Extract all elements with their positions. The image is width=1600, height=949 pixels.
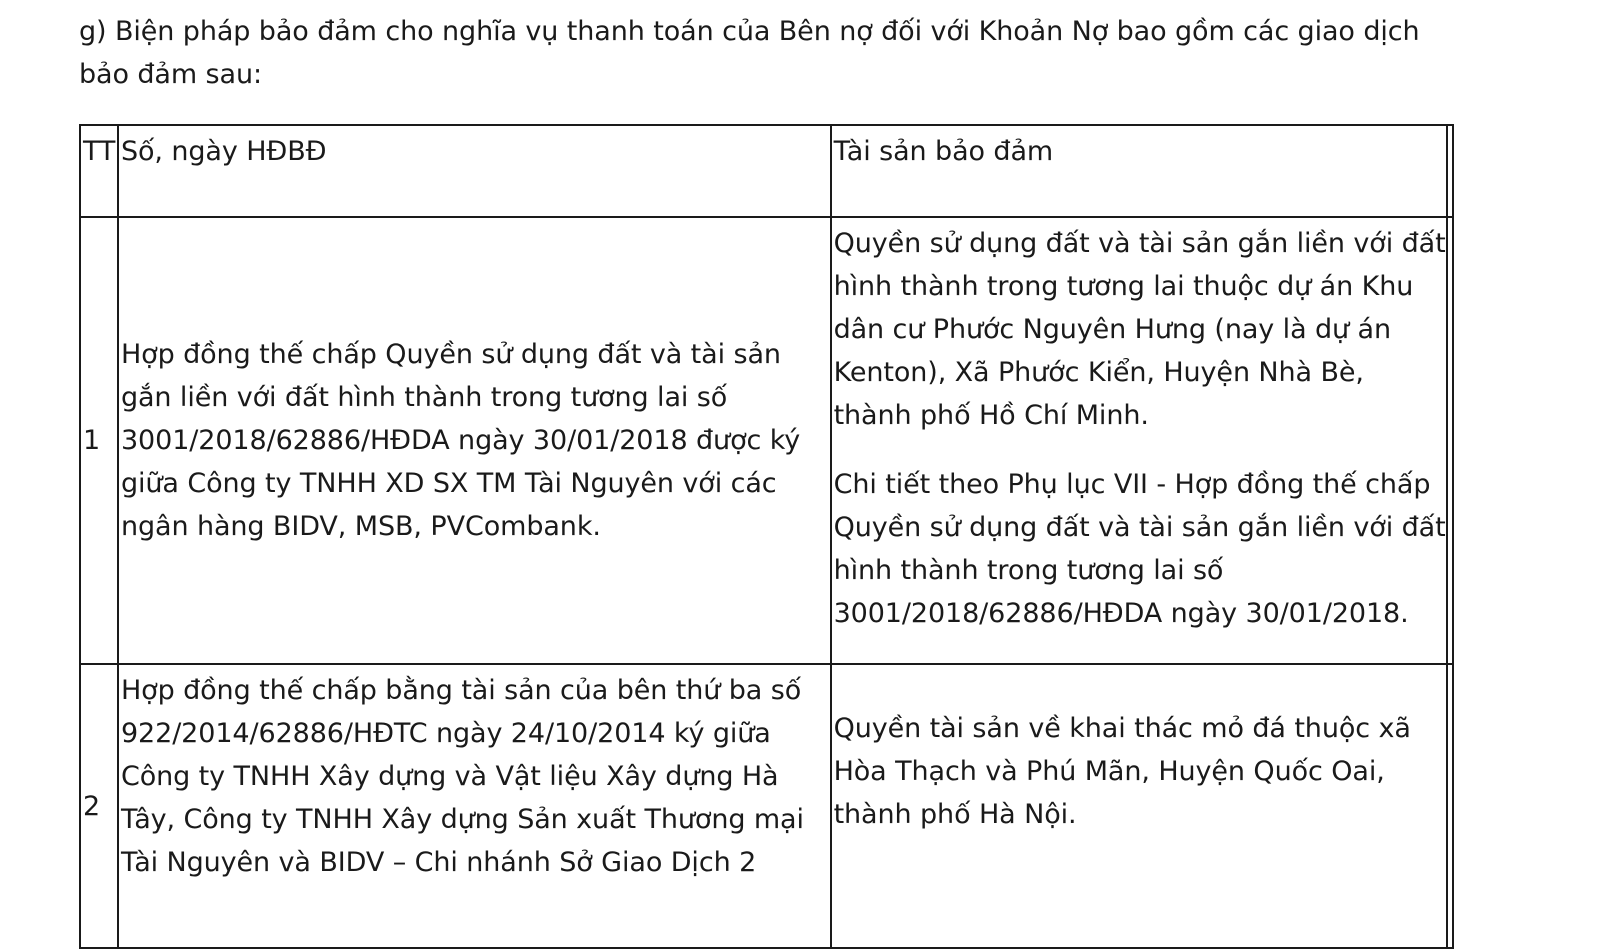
collateral-table [79,124,1454,949]
table-edge-cell [1447,664,1453,948]
table-row [80,217,1453,664]
table-edge-cell [1447,125,1453,217]
table-edge-cell [1447,217,1453,664]
asset-text: Quyền tài sản về khai thác mỏ đá thuộc xã Hòa Thạch và Phú Mãn, Huyện Quốc Oai, thành phố Hà Nội. [833,713,1411,830]
asset-cell [831,664,1447,948]
table-header-row [80,125,1453,217]
contract-cell [118,664,831,948]
intro-paragraph: g) Biện pháp bảo đảm cho nghĩa vụ thanh toán của Bên nợ đối với Khoản Nợ bao gồm các giao dịch bảo đảm sau: [79,16,1420,90]
contract-text: Hợp đồng thế chấp bằng tài sản của bên thứ ba số 922/2014/62886/HĐTC ngày 24/10/2014 ký giữa Công ty TNHH Xây dựng và Vật liệu Xây dựng Hà Tây, Công ty TNHH Xây dựng Sản xuất Thương mại Tài Nguyên và BIDV – Chi nhánh Sở Giao Dịch 2 [120,675,804,878]
contract-cell [118,217,831,664]
table-row [80,664,1453,948]
row-number: 1 [80,217,118,664]
asset-detail-text: Chi tiết theo Phụ lục VII - Hợp đồng thế chấp Quyền sử dụng đất và tài sản gắn liền với đất hình thành trong tương lai số 3001/2018/62886/HĐDA ngày 30/01/2018. [833,469,1446,629]
asset-cell [831,217,1447,664]
row-number: 2 [80,664,118,948]
header-contract: Số, ngày HĐBĐ [118,125,831,217]
contract-text: Hợp đồng thế chấp Quyền sử dụng đất và tài sản gắn liền với đất hình thành trong tương lai số 3001/2018/62886/HĐDA ngày 30/01/2018 được ký giữa Công ty TNHH XD SX TM Tài Nguyên với các ngân hàng BIDV, MSB, PVCombank. [120,339,801,542]
header-tt: TT [80,125,118,217]
asset-text: Quyền sử dụng đất và tài sản gắn liền với đất hình thành trong tương lai thuộc dự án Khu dân cư Phước Nguyên Hưng (nay là dự án Kenton), Xã Phước Kiển, Huyện Nhà Bè, thành phố Hồ Chí Minh. [833,228,1446,431]
header-asset: Tài sản bảo đảm [831,125,1447,217]
